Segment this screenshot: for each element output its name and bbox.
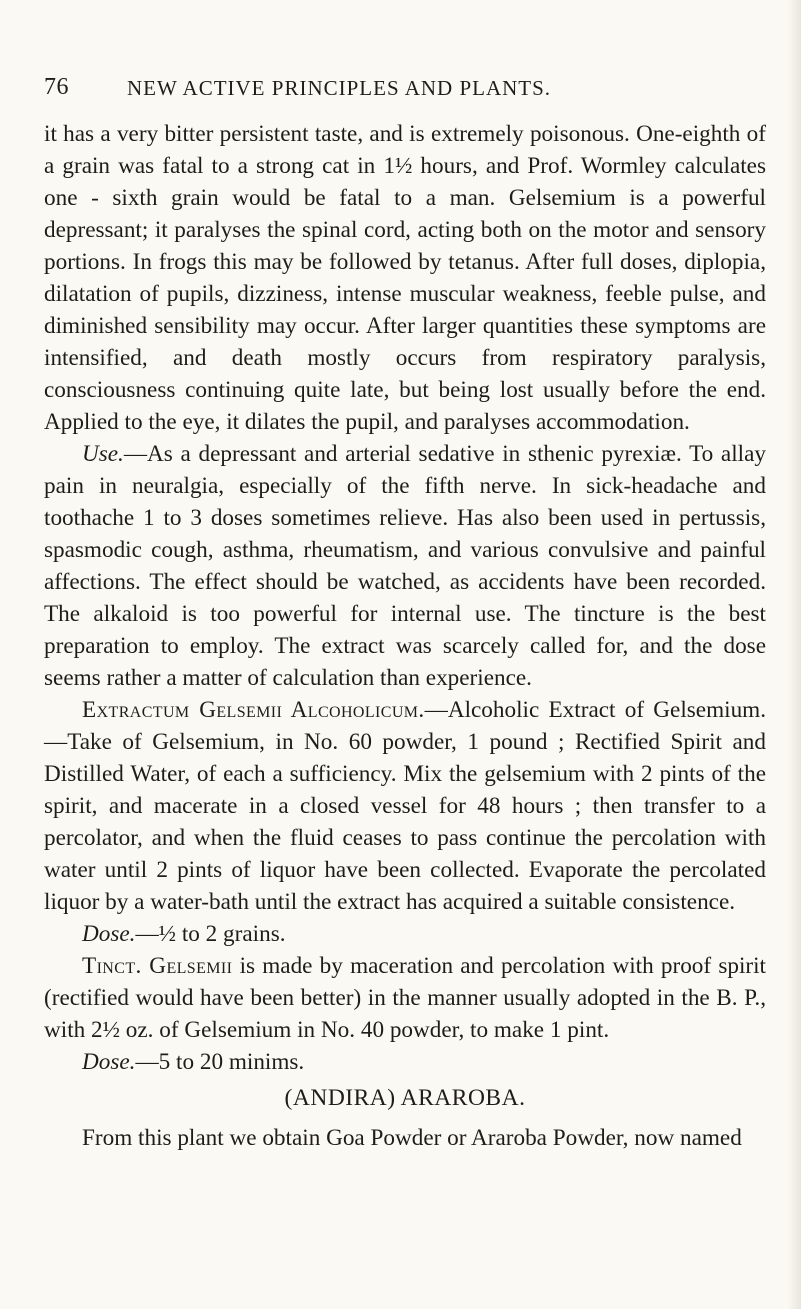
paragraph-extract-dose [44,918,766,950]
tincture-dose-text: —5 to 20 minims. [135,1049,305,1075]
paragraph-use [44,438,766,694]
page-header [44,74,760,104]
use-label: Use. [82,441,124,467]
paragraph-extractum [44,694,766,918]
tincture-dose-label: Dose. [82,1049,136,1075]
tincture-label: Tinct. Gelsemii [82,953,233,979]
page-number: 76 [44,74,69,100]
paragraph-araroba: From this plant we obtain Goa Powder or Araroba Powder, now named [82,1125,742,1151]
extract-dose-text: —½ to 2 grains. [135,921,286,947]
paragraph-toxicity: it has a very bitter persistent taste, and is extremely poisonous. One-eighth of a grain was fatal to a strong cat in 1½ hours, and Prof. Wormley calculates one - sixth grain would be fatal to a man. Gelsemium is a powerful depressant; it paralyses the spinal cord, acting both on the motor and sensory portions. In frogs this may be followed by tetanus. After full doses, diplopia, dilatation of pupils, dizziness, intense muscular weakness, feeble pulse, and diminished sensibility may occur. After larger quantities these symptoms are intensified, and death mostly occurs from respiratory paralysis, consciousness continuing quite late, but being lost usually before the end. Applied to the eye, it dilates the pupil, and paralyses accommodation. [44,121,766,435]
extractum-text: —Alcoholic Extract of Gelsemium.—Take of Gelsemium, in No. 60 powder, 1 pound ; Rectified Spirit and Distilled Water, of each a sufficiency. Mix the gelsemium with 2 pints of the spirit, and macerate in a closed vessel for 48 hours ; then transfer to a percolator, and when the fluid ceases to pass continue the percolation with water until 2 pints of liquor have been collected. Evaporate the percolated liquor by a water-bath until the extract has acquired a suitable consistence. [44,697,766,915]
paragraph-tincture-dose [44,1046,766,1078]
page-edge-shadow [787,0,801,1309]
body-text [44,118,766,1154]
paragraph-tincture [44,950,766,1046]
section-heading: (ANDIRA) ARAROBA. [284,1085,526,1111]
extract-dose-label: Dose. [82,921,136,947]
extractum-label: Extractum Gelsemii Alcoholicum. [82,697,425,723]
running-title: NEW ACTIVE PRINCIPLES AND PLANTS. [127,76,552,100]
use-text: —As a depressant and arterial sedative in sthenic pyrexiæ. To allay pain in neuralgia, especially of the fifth nerve. In sick-headache and toothache 1 to 3 doses sometimes relieve. Has also been used in pertussis, spasmodic cough, asthma, rheumatism, and various convulsive and painful affections. The effect should be watched, as accidents have been recorded. The alkaloid is too powerful for internal use. The tincture is the best preparation to employ. The extract was scarcely called for, and the dose seems rather a matter of calculation than experience. [44,441,766,691]
tincture-text: is made by maceration and percolation with proof spirit (rectified would have been better) in the manner usually adopted in the B. P., with 2½ oz. of Gelsemium in No. 40 powder, to make 1 pint. [44,953,766,1043]
